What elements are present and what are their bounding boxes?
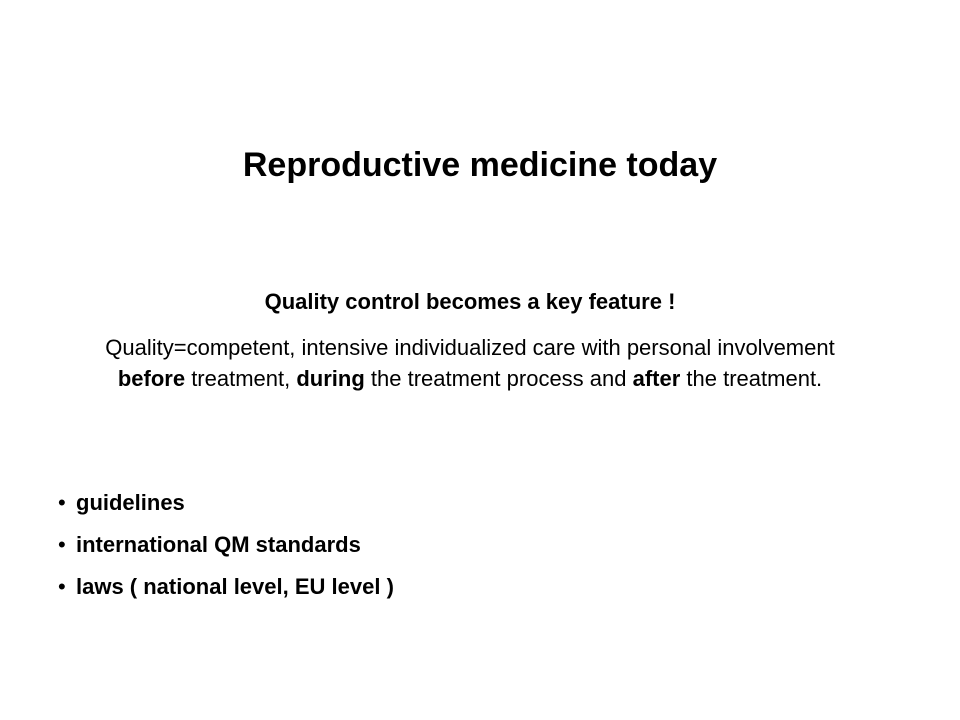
description-text-3: the treatment process and — [364, 366, 633, 391]
bullet-item-qm-standards — [58, 524, 394, 566]
bullet-label: guidelines — [76, 490, 185, 515]
bullet-item-guidelines — [58, 482, 394, 524]
description-emphasis-during: during — [296, 366, 365, 391]
bullet-list — [58, 482, 394, 608]
slide-title: Reproductive medicine today — [242, 146, 718, 184]
description-emphasis-after: after — [632, 366, 681, 391]
description-text-4: the treatment. — [680, 366, 823, 391]
bullet-icon: • — [58, 574, 66, 599]
description-text-2: treatment, — [185, 366, 297, 391]
bullet-label: laws ( national level, EU level ) — [76, 574, 394, 599]
bullet-label: international QM standards — [76, 532, 361, 557]
slide-subtitle: Quality control becomes a key feature ! — [264, 289, 676, 314]
description-emphasis-before: before — [117, 366, 186, 391]
bullet-icon: • — [58, 532, 66, 557]
bullet-icon: • — [58, 490, 66, 515]
description-text-1: Quality=competent, intensive individualized care with personal involvement — [105, 335, 835, 360]
bullet-item-laws — [58, 566, 394, 608]
quality-definition — [80, 332, 860, 394]
